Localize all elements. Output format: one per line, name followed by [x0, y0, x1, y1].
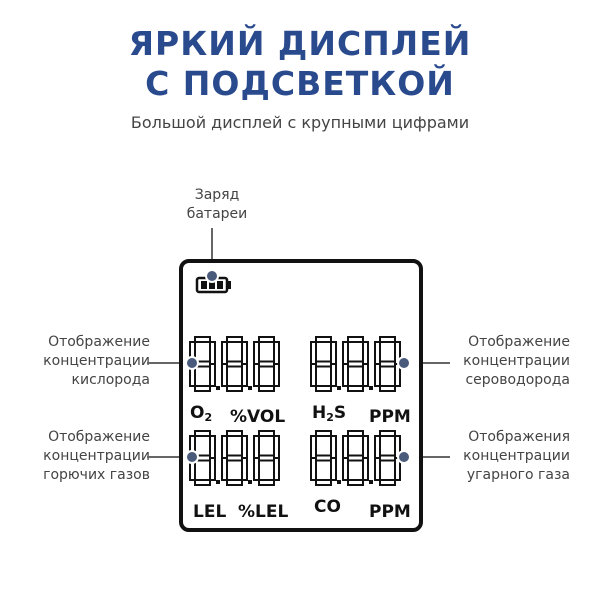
lcd-decimal-point [337, 386, 341, 390]
co-unit-label: PPM [369, 502, 411, 522]
battery-callout-line: батареи [186, 206, 248, 222]
page-title-line-1: ЯРКИЙ ДИСПЛЕЙ [128, 24, 472, 63]
h2s-unit-label: PPM [369, 407, 411, 427]
h2s-callout-line: концентрации [463, 353, 570, 369]
combustible-unit-label: %LEL [238, 502, 289, 522]
oxygen-callout-dot [186, 357, 198, 369]
lcd-panel [181, 261, 421, 530]
h2s-callout-line: сероводорода [465, 372, 570, 388]
co-callout-line: концентрации [463, 448, 570, 464]
oxygen-callout-line: Отображение [48, 334, 150, 350]
page-subtitle: Большой дисплей с крупными цифрами [130, 113, 470, 132]
lcd-decimal-point [369, 480, 373, 484]
co-callout-line: Отображения [468, 429, 570, 445]
combustible-gas-label: LEL [193, 502, 227, 522]
co-callout-line: угарного газа [466, 467, 570, 483]
combustible-callout-line: концентрации [43, 448, 150, 464]
oxygen-callout-line: концентрации [43, 353, 150, 369]
oxygen-unit-label: %VOL [230, 407, 286, 427]
co-callout-dot [398, 451, 410, 463]
lcd-decimal-point [248, 386, 252, 390]
oxygen-gas-label: O2 [190, 403, 213, 424]
h2s-gas-label: H2S [312, 403, 347, 424]
battery-callout-dot [206, 270, 218, 282]
lcd-decimal-point [216, 386, 220, 390]
lcd-decimal-point [337, 480, 341, 484]
combustible-callout-line: Отображение [48, 429, 150, 445]
combustible-callout-line: горючих газов [43, 467, 150, 483]
battery-callout-line: Заряд [194, 187, 240, 203]
lcd-decimal-point [369, 386, 373, 390]
page-title-line-2: С ПОДСВЕТКОЙ [145, 64, 455, 103]
h2s-callout-dot [398, 357, 410, 369]
co-gas-label: CO [314, 497, 341, 517]
lcd-decimal-point [248, 480, 252, 484]
h2s-callout-line: Отображение [468, 334, 570, 350]
combustible-callout-dot [186, 451, 198, 463]
lcd-decimal-point [216, 480, 220, 484]
oxygen-callout-line: кислорода [71, 372, 150, 388]
